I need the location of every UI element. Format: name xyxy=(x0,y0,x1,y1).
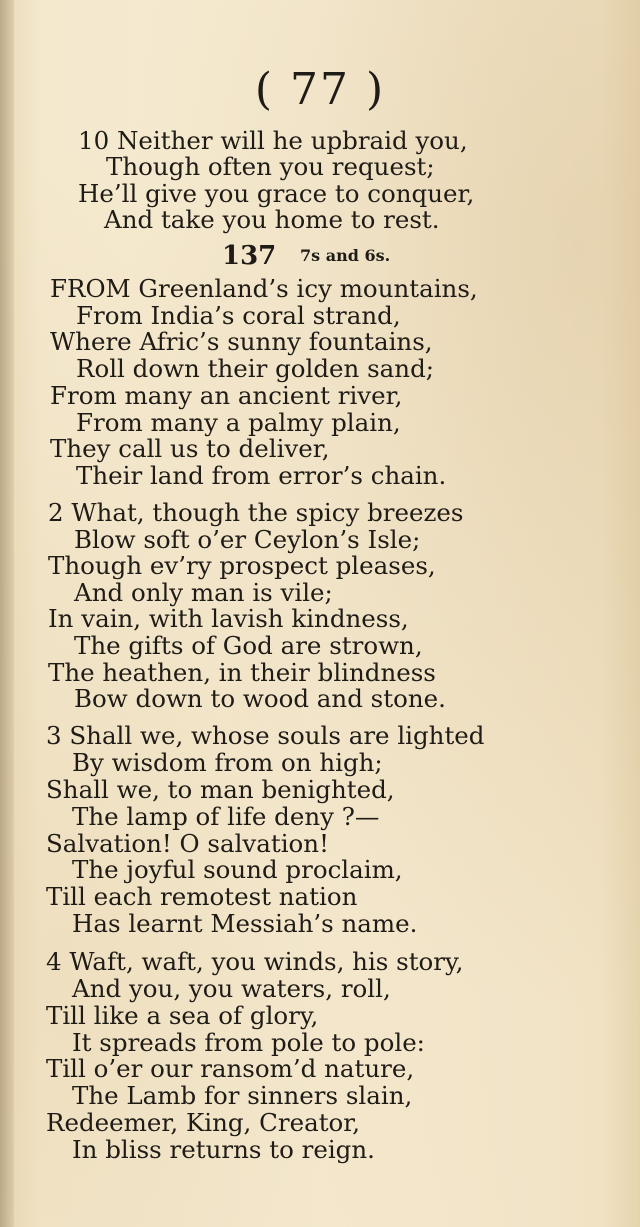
stanza-line: FROM Greenland’s icy mountains, xyxy=(50,274,478,303)
stanza-line: Till each remotest nation xyxy=(46,882,358,911)
stanza-line: 3 Shall we, whose souls are lighted xyxy=(46,721,485,750)
stanza-line: The joyful sound proclaim, xyxy=(72,855,403,884)
stanza-line: It spreads from pole to pole: xyxy=(72,1028,425,1057)
stanza-line: Bow down to wood and stone. xyxy=(74,684,446,713)
hymn-number: 137 xyxy=(222,241,277,271)
stanza-line: Redeemer, King, Creator, xyxy=(46,1108,361,1137)
continuation-line: He’ll give you grace to conquer, xyxy=(78,179,475,208)
stanza-line: From India’s coral strand, xyxy=(76,301,401,330)
stanza-line: From many a palmy plain, xyxy=(76,408,401,437)
stanza-line: Till o’er our ransom’d nature, xyxy=(46,1054,415,1083)
stanza-line: Has learnt Messiah’s name. xyxy=(72,909,418,938)
stanza-line: From many an ancient river, xyxy=(50,381,403,410)
stanza-line: Where Afric’s sunny fountains, xyxy=(50,327,433,356)
stanza-line: Salvation! O salvation! xyxy=(46,829,329,858)
stanza-line: 4 Waft, waft, you winds, his story, xyxy=(46,947,464,976)
stanza-line: By wisdom from on high; xyxy=(72,748,383,777)
stanza-line: They call us to deliver, xyxy=(50,434,330,463)
page-number: ( 77 ) xyxy=(254,64,386,115)
continuation-line: Though often you request; xyxy=(106,152,435,181)
stanza-line: Blow soft o’er Ceylon’s Isle; xyxy=(74,525,421,554)
hymn-meter: 7s and 6s. xyxy=(300,246,391,265)
stanza-line: The gifts of God are strown, xyxy=(74,631,423,660)
stanza-line: In bliss returns to reign. xyxy=(72,1135,375,1164)
stanza-line: The Lamb for sinners slain, xyxy=(72,1081,413,1110)
stanza-line: The heathen, in their blindness xyxy=(48,658,436,687)
stanza-line: And you, you waters, roll, xyxy=(72,974,391,1003)
stanza-line: Though ev’ry prospect pleases, xyxy=(48,551,436,580)
continuation-line: And take you home to rest. xyxy=(104,205,440,234)
stanza-line: 2 What, though the spicy breezes xyxy=(48,498,464,527)
stanza-line: In vain, with lavish kindness, xyxy=(48,604,409,633)
stanza-line: Shall we, to man benighted, xyxy=(46,775,395,804)
page-spine-shadow xyxy=(0,0,14,1227)
stanza-line: Roll down their golden sand; xyxy=(76,354,435,383)
stanza-line: The lamp of life deny ?— xyxy=(72,802,380,831)
continuation-line: 10 Neither will he upbraid you, xyxy=(78,126,468,155)
stanza-line: And only man is vile; xyxy=(74,578,333,607)
stanza-line: Till like a sea of glory, xyxy=(46,1001,319,1030)
stanza-line: Their land from error’s chain. xyxy=(76,461,447,490)
